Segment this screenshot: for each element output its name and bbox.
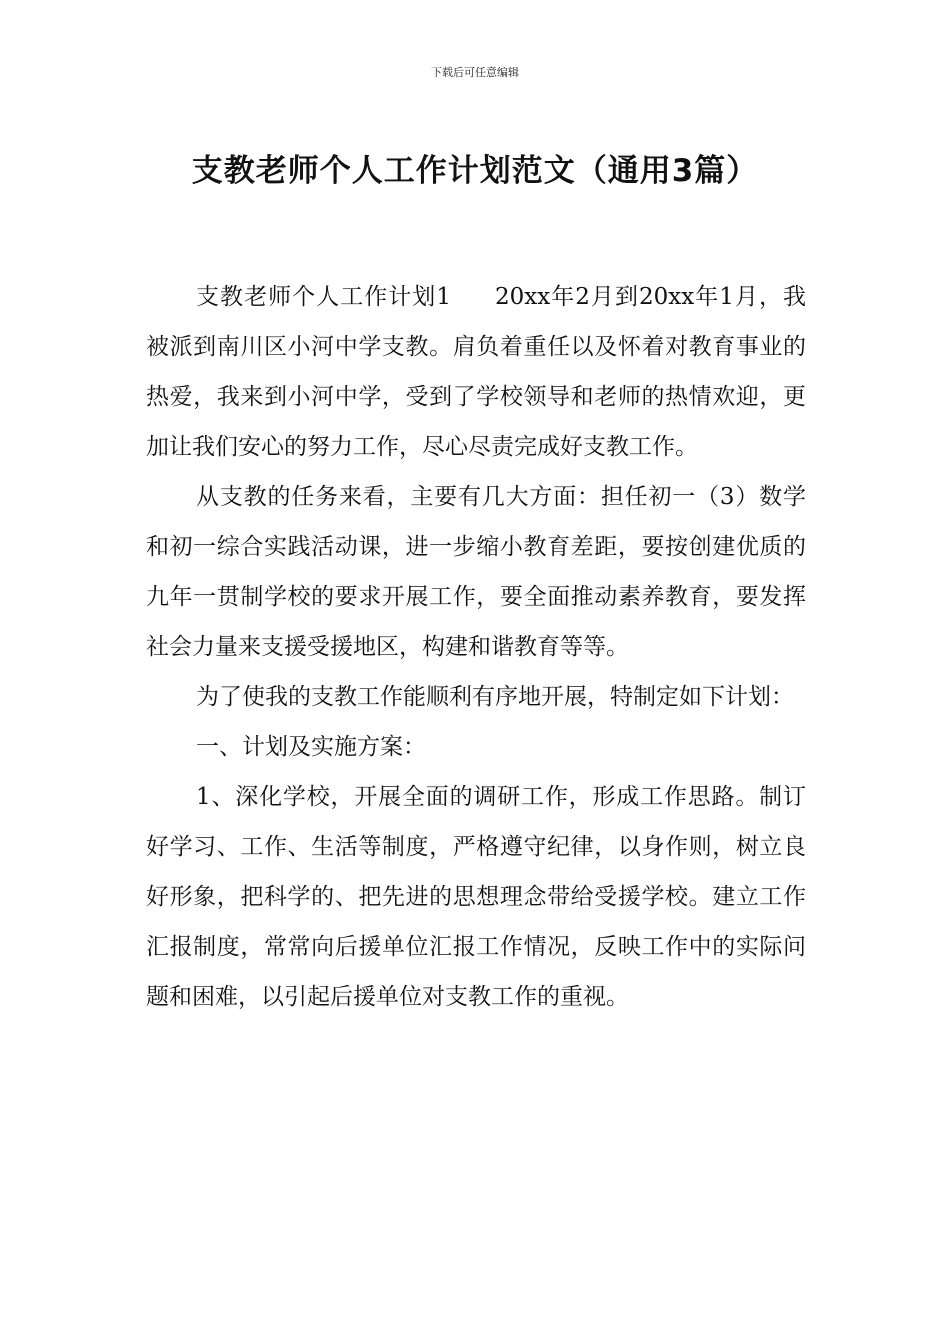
paragraph-2: 从支教的任务来看，主要有几大方面：担任初一（3）数学和初一综合实践活动课，进一步缩小教育差距，要按创建优质的九年一贯制学校的要求开展工作，要全面推动素养教育，要发挥社会力量来支援受援地区，构建和谐教育等等。 bbox=[146, 484, 806, 660]
plan-lead: 支教老师个人工作计划1 bbox=[196, 284, 451, 310]
paragraph-3: 为了使我的支教工作能顺利有序地开展，特制定如下计划： bbox=[196, 684, 794, 710]
document-body bbox=[146, 272, 806, 1022]
document-title: 支教老师个人工作计划范文（通用3篇） bbox=[191, 152, 759, 189]
download-note: 下载后可任意编辑 bbox=[431, 66, 519, 79]
paragraph-4: 1、深化学校，开展全面的调研工作，形成工作思路。制订好学习、工作、生活等制度，严格遵守纪律，以身作则，树立良好形象，把科学的、把先进的思想理念带给受援学校。建立工作汇报制度，常常向后援单位汇报工作情况，反映工作中的实际问题和困难，以引起后援单位对支教工作的重视。 bbox=[146, 784, 806, 1010]
section-heading-1: 一、计划及实施方案： bbox=[196, 734, 426, 760]
paragraph-1 bbox=[146, 272, 806, 472]
paragraph-1-text: 20xx年2月到20xx年1月，我被派到南川区小河中学支教。肩负着重任以及怀着对教育事业的热爱，我来到小河中学，受到了学校领导和老师的热情欢迎，更加让我们安心的努力工作，尽心尽责完成好支教工作。 bbox=[146, 284, 807, 460]
